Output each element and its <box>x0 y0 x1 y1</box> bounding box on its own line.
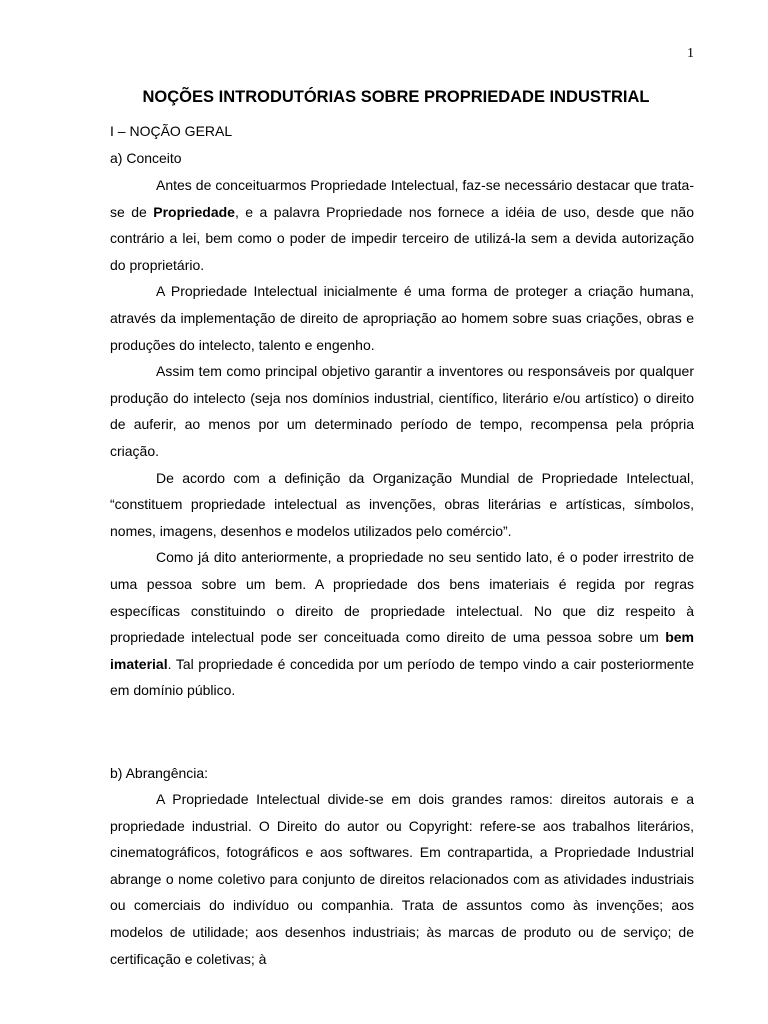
paragraph-1: Antes de conceituarmos Propriedade Intelectual, faz-se necessário destacar que trata-se de Propriedade, e a palavra Propriedade nos fornece a idéia de uso, desde que não contrário a lei, bem como o poder de impedir terceiro de utilizá-la sem a devida autorização do proprietário. <box>110 177 695 273</box>
document-title: NOÇÕES INTRODUTÓRIAS SOBRE PROPRIEDADE INDUSTRIAL <box>142 88 650 106</box>
paragraph-6: A Propriedade Intelectual divide-se em dois grandes ramos: direitos autorais e a propriedade industrial. O Direito do autor ou Copyright: refere-se aos trabalhos literários, cinematográficos, fotográficos e aos softwares. Em contrapartida, a Propriedade Industrial abrange o nome coletivo para conjunto de direitos relacionados com as atividades industriais ou comerciais do indivíduo ou companhia. Trata de assuntos como às invenções; aos modelos de utilidade; aos desenhos industriais; às marcas de produto ou de serviço; de certificação e coletivas; à <box>110 791 694 967</box>
bold-term-propriedade: Propriedade <box>153 203 235 220</box>
paragraph-5: Como já dito anteriormente, a propriedade no seu sentido lato, é o poder irrestrito de uma pessoa sobre um bem. A propriedade dos bens imateriais é regida por regras específicas constituindo o direito de propriedade intelectual. No que diz respeito à propriedade intelectual pode ser conceituada como direito de uma pessoa sobre um bem imaterial. Tal propriedade é concedida por um período de tempo vindo a cair posteriormente em domínio público. <box>110 549 694 699</box>
bold-term-bem-imaterial: bem imaterial <box>110 629 694 672</box>
conceito-body <box>110 172 694 704</box>
subsection-heading-conceito: a) Conceito <box>110 150 182 166</box>
paragraph-4: De acordo com a definição da Organização Mundial de Propriedade Intelectual, “constituem propriedade intelectual as invenções, obras literárias e artísticas, símbolos, nomes, imagens, desenhos e modelos utilizados pelo comércio”. <box>110 469 694 539</box>
abrangencia-body <box>110 786 694 972</box>
paragraph-3: Assim tem como principal objetivo garantir a inventores ou responsáveis por qualquer produção do intelecto (seja nos domínios industrial, científico, literário e/ou artístico) o direito de auferir, ao menos por um determinado período de tempo, recompensa pela própria criação. <box>110 363 694 459</box>
paragraph-2: A Propriedade Intelectual inicialmente é uma forma de proteger a criação humana, através da implementação de direito de apropriação ao homem sobre suas criações, obras e produções do intelecto, talento e engenho. <box>110 283 694 353</box>
subsection-heading-abrangencia: b) Abrangência: <box>110 765 209 781</box>
page-number: 1 <box>687 46 694 61</box>
section-heading-nocao-geral: I – NOÇÃO GERAL <box>110 123 233 139</box>
